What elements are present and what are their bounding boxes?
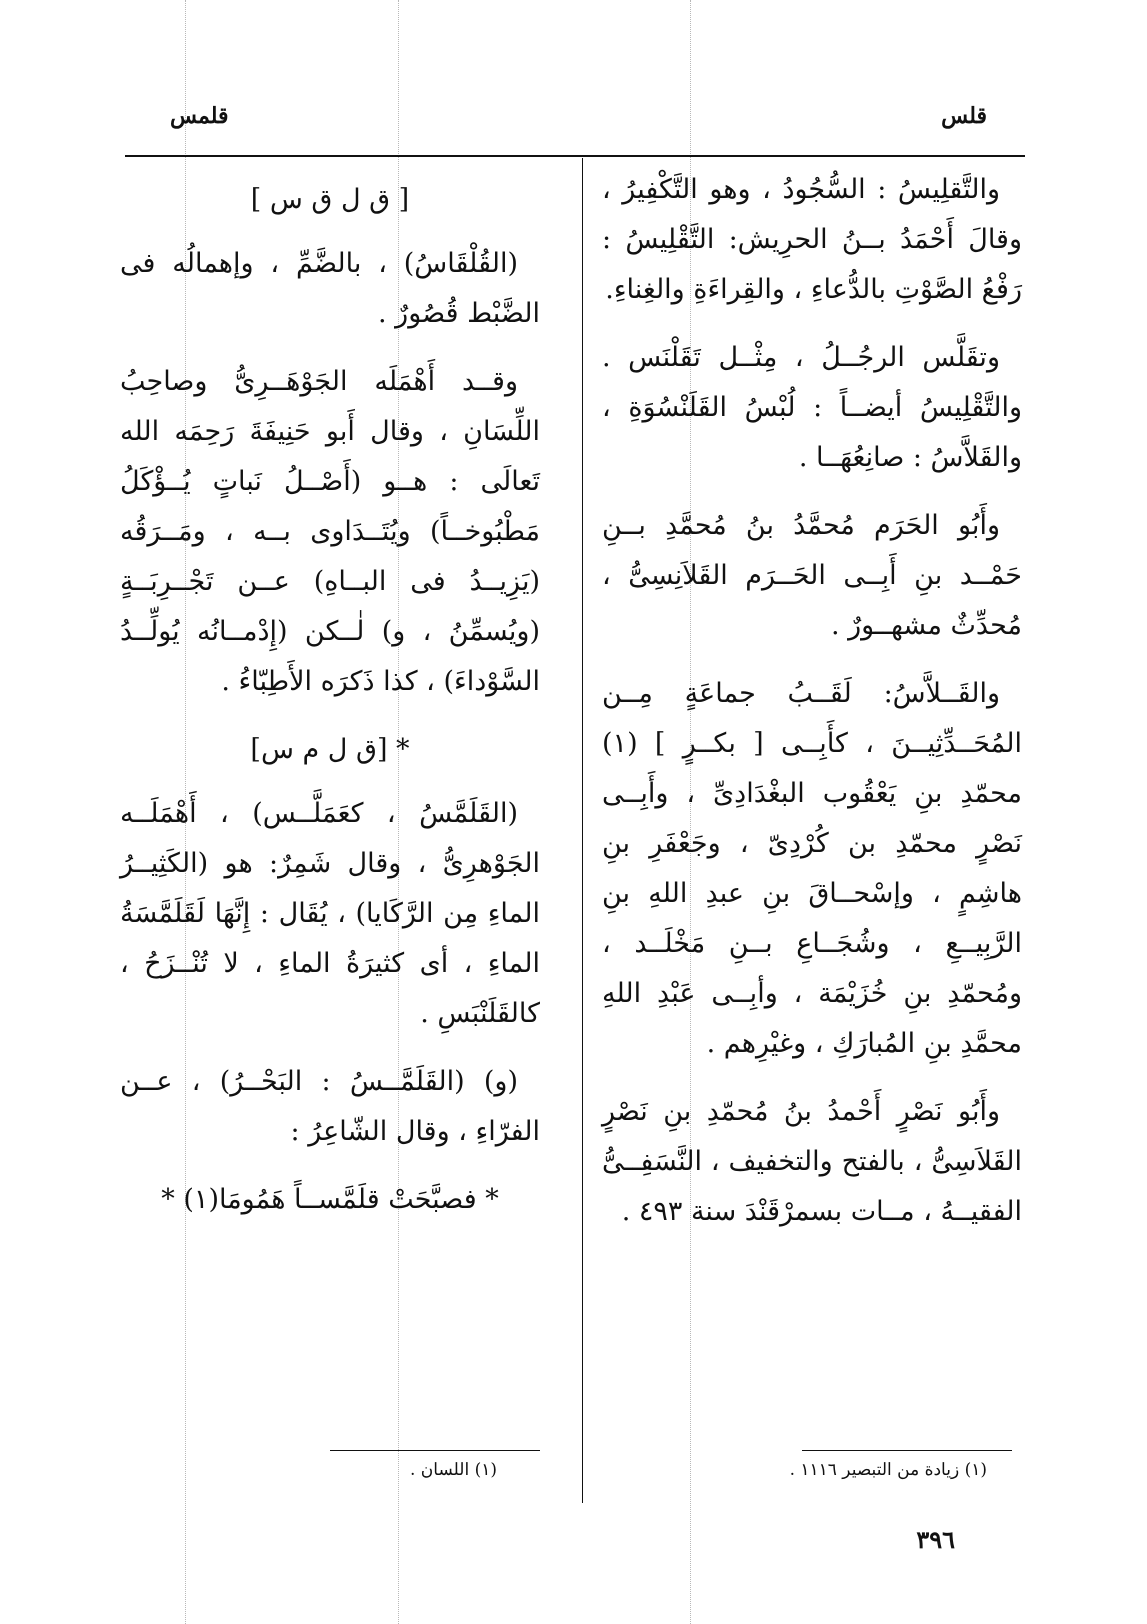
left-column xyxy=(120,165,540,1243)
paragraph: وقــد أَهْمَلَه الجَوْهَــرِىُّ وصاحِبُ اللِّسَانِ ، وقال أَبو حَنِيفَةَ رَحِمَه الله تَعالَى : هــو (أَصْــلُ نَباتٍ يُــؤْكَلُ مَطْبُوخــاً) ويُتَــدَاوى بــه ، ومَــرَقُه (يَزِيــدُ فى البــاهِ) عــن تَجْــرِبَــةٍ (ويُسمِّنُ ، و) لٰــكن (إِدْمــانُه يُولِّــدُ السَّوْداءَ) ، كذا ذَكرَه الأَطِبّاءُ . xyxy=(120,366,540,697)
footnote-rule xyxy=(802,1450,1012,1451)
paragraph: وتقَلَّس الرجُــلُ ، مِثْــل تَقَلْنَس . والتَّقْلِيسُ أيضــاً : لُبْسُ القَلَنْسُوَةِ ، والقَلاَّسُ : صانِعُهَــا . xyxy=(602,342,1022,473)
footnote-left: (١) اللسان . xyxy=(410,1460,497,1480)
paragraph: وأَبُو نَصْرٍ أَحْمدُ بنُ مُحمّدِ بنِ نَصْرٍ القَلاَسِىُّ ، بالفتح والتخفيف ، النَّسَفِــىُّ الفقيــهُ ، مــات بسمرْقَنْدَ سنة ٤٩٣ . xyxy=(602,1096,1022,1227)
paragraph: (القَلَمَّسُ ، كعَمَلَّــس) ، أَهْمَلَــه الجَوْهرِىُّ ، وقال شَمِرٌ: هو (الكَثِيــرُ الماءِ مِن الرَّكَايا) ، يُقَال : إِنَّهَا لَقَلَمَّسَةُ الماءِ ، أى كثيرَةُ الماءِ ، لا تُنْــزَحُ ، كالقَلَنْبَسِ . xyxy=(120,798,540,1029)
footnote-right: (١) زيادة من التبصير ١١١٦ . xyxy=(789,1460,987,1480)
entry-heading: * [ق ل م س] xyxy=(250,734,410,765)
entry-heading: [ ق ل ق س ] xyxy=(250,184,410,215)
paragraph: والقَــلاَّسُ: لَقَــبُ جماعَةٍ مِــن المُحَــدِّثِيــنَ ، كأَبِــى [ بكــرٍ ] (١) محمّدِ بنِ يَعْقُوب البغْدَادِىِّ ، وأَبِــى نَصْرٍ محمّدِ بن كُرْدِىّ ، وجَعْفَرِ بنِ هاشِمٍ ، وإسْحــاقَ بنِ عبدِ اللهِ بنِ الرَّبِيــعِ ، وشُجَــاعِ بــنِ مَخْلَــد ، ومُحمّدِ بنِ خُزَيْمَة ، وأبِــى عَبْدِ اللهِ محمَّدِ بنِ المُبارَكِ ، وغيْرِهم . xyxy=(602,678,1022,1059)
footnote-rule xyxy=(330,1450,540,1451)
column-divider xyxy=(582,158,583,1503)
paragraph: وأَبُو الحَرَم مُحمَّدُ بنُ مُحمَّدِ بــنِ حَمْــد بنِ أَبِــى الحَــرَم القَلاَنِسِىُّ ، مُحدِّثٌ مشهــورٌ . xyxy=(602,510,1022,641)
page-number: ٣٩٦ xyxy=(916,1525,955,1554)
paragraph: (القُلْقَاسُ) ، بالضَّمِّ ، وإهمالُه فى الضَّبْط قُصُورٌ . xyxy=(120,248,540,329)
header-rule xyxy=(125,155,1025,157)
verse-line: * فصبَّحَتْ قلَمَّســاً هَمُومَا(١) * xyxy=(161,1184,499,1215)
paragraph: والتَّقلِيسُ : السُّجُودُ ، وهو التَّكْفِيرُ ، وقالَ أَحْمَدُ بــنُ الحرِيش: التَّقْلِيسُ : رَفْعُ الصَّوْتِ بالدُّعاءِ ، والقِراءَةِ والغِناءِ. xyxy=(602,174,1022,305)
right-column xyxy=(602,165,1022,1255)
running-header-right: قلس xyxy=(941,103,987,129)
running-header-left: قلمس xyxy=(170,103,229,129)
paragraph: (و) (القَلَمَّــسُ : البَحْــرُ) ، عــن الفرّاءِ ، وقال الشّاعِرُ : xyxy=(120,1066,540,1147)
